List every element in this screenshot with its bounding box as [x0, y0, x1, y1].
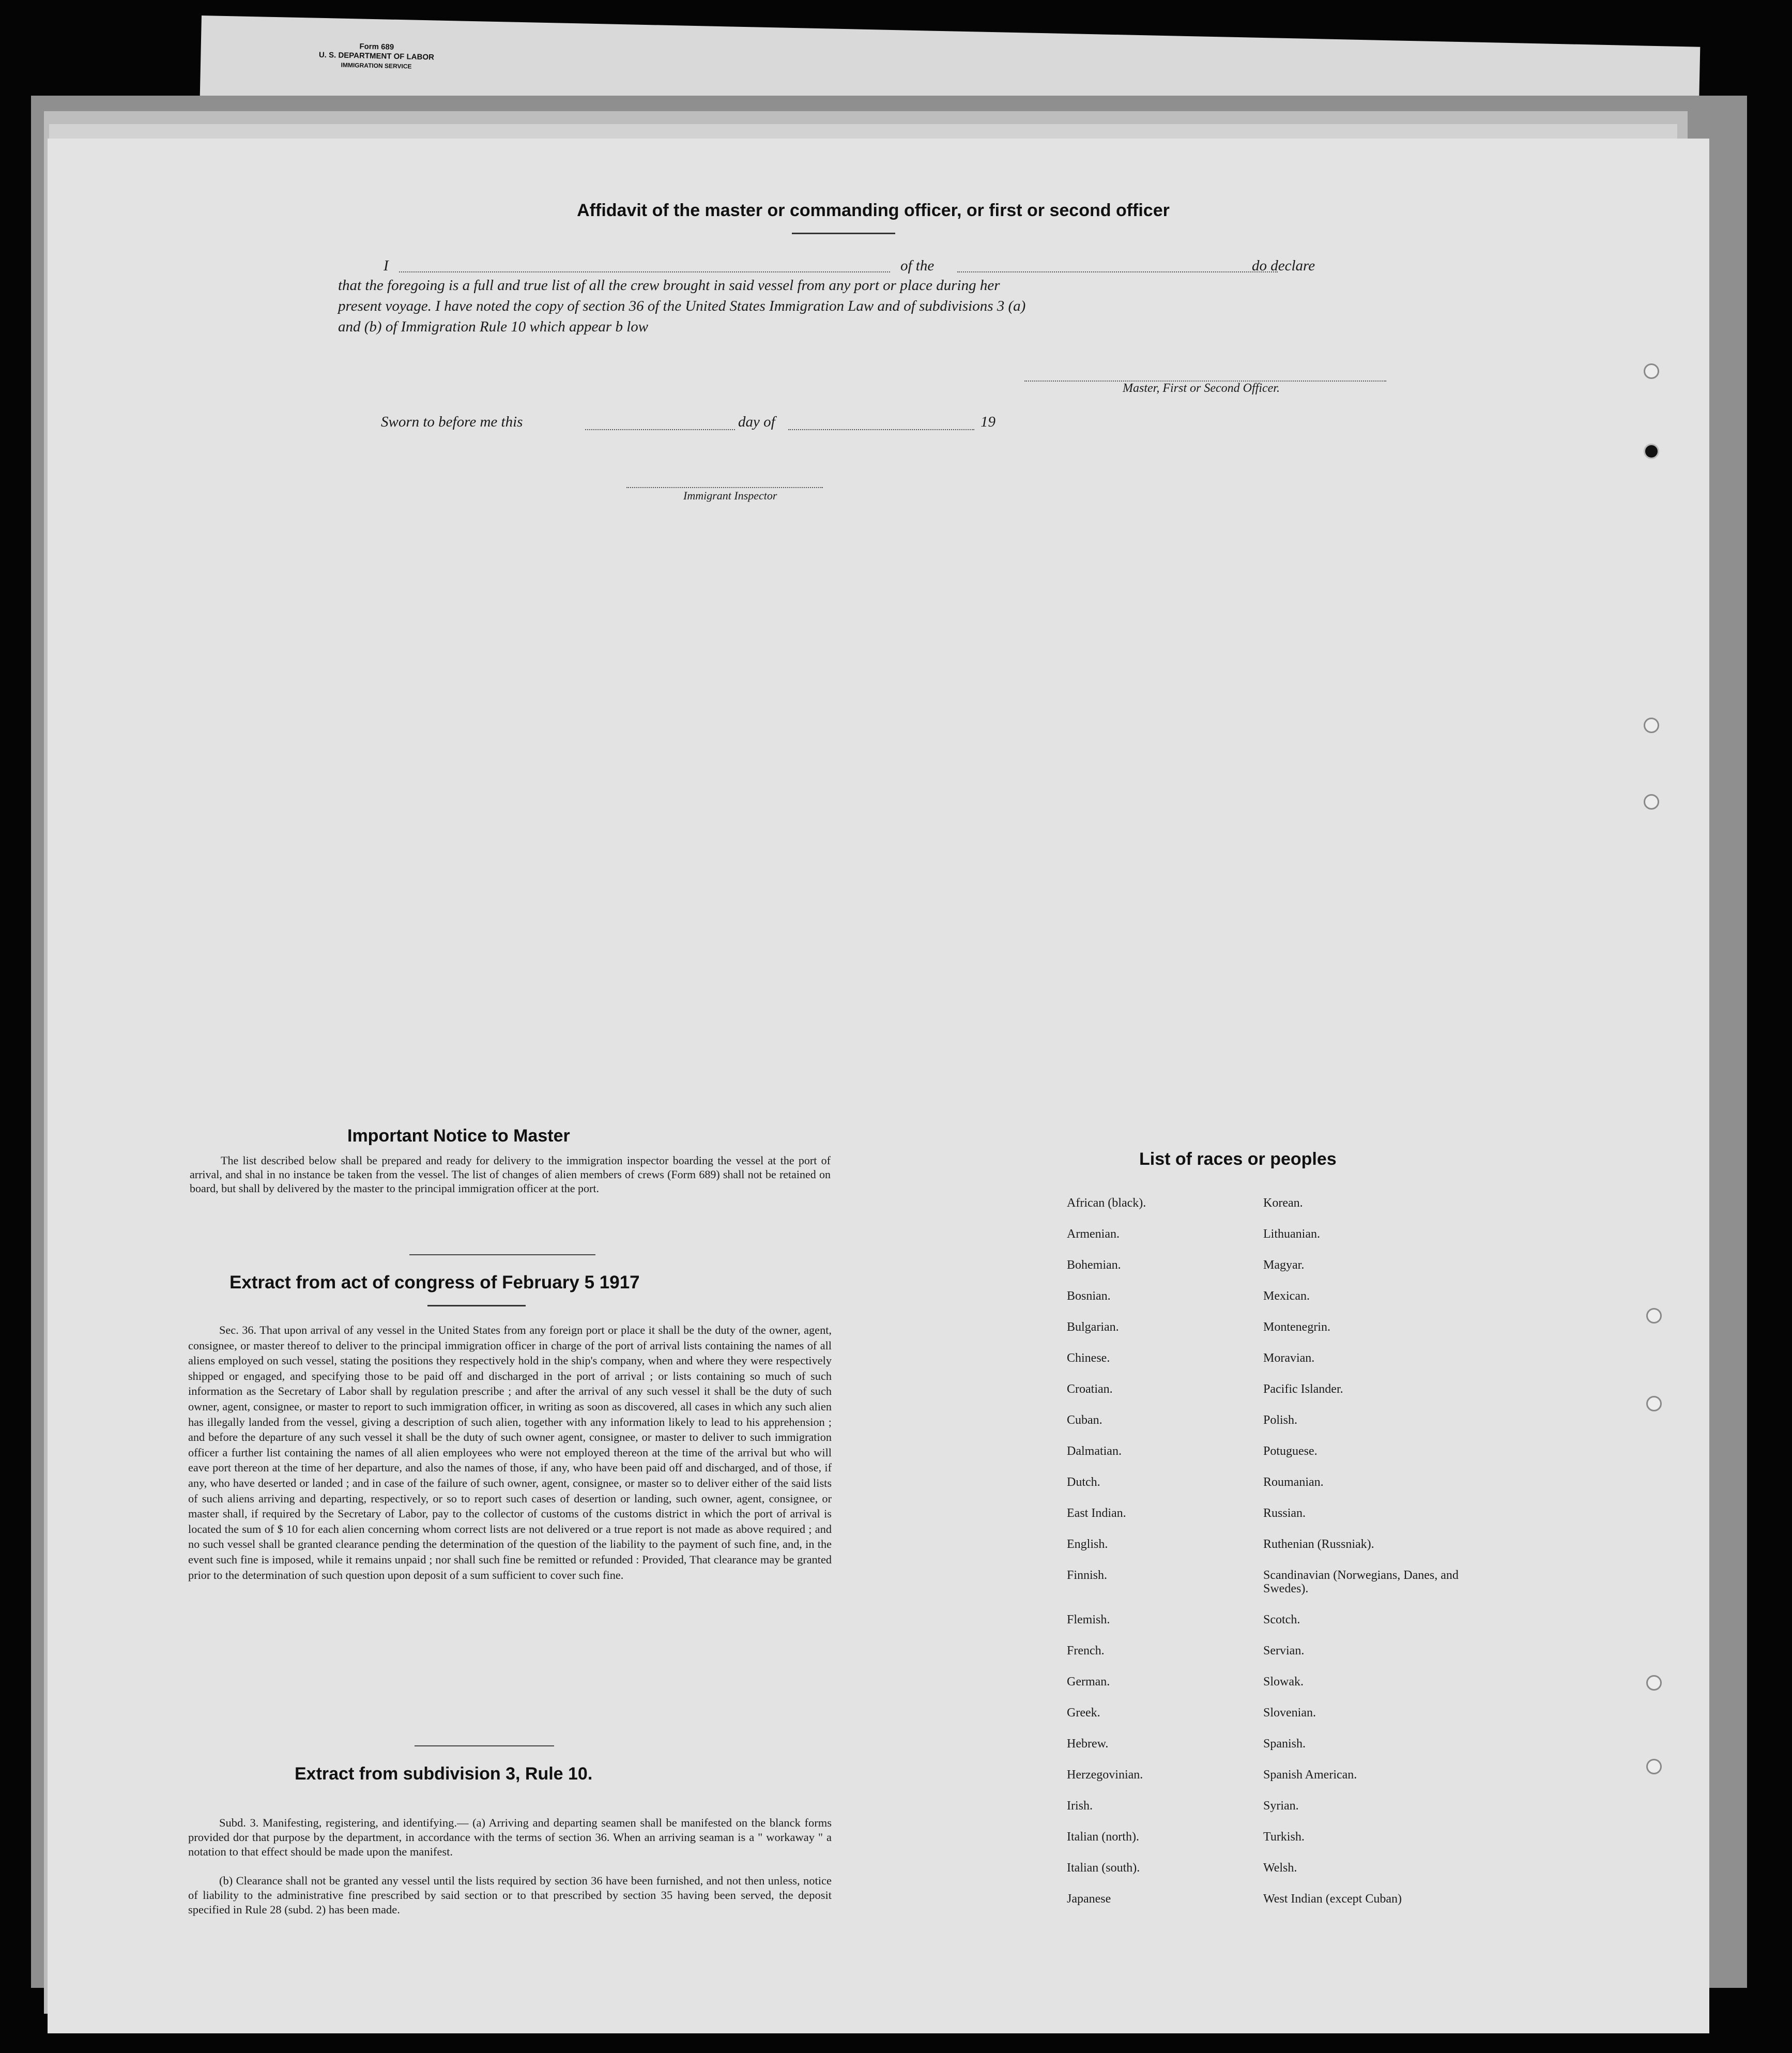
extract-rule-title: Extract from subdivision 3, Rule 10.: [295, 1764, 593, 1784]
race-col2-item: Spanish American.: [1263, 1768, 1357, 1782]
extract-divider: [415, 1745, 554, 1746]
races-title: List of races or peoples: [1139, 1149, 1337, 1169]
race-col2-item: Montenegrin.: [1263, 1320, 1330, 1334]
race-col1-item: Croatian.: [1067, 1382, 1113, 1396]
affidavit-line3: present voyage. I have noted the copy of section 36 of the United States Immigration Law and of subdivisions 3 (a): [338, 298, 1026, 314]
binder-hole-icon: [1644, 718, 1659, 733]
binder-hole-icon: [1646, 1308, 1662, 1324]
race-col1-item: Bosnian.: [1067, 1289, 1111, 1303]
extract-act-title: Extract from act of congress of February 5 1917: [229, 1272, 640, 1292]
race-col1-item: Italian (north).: [1067, 1830, 1139, 1844]
extract-rule-subd-a: Subd. 3. Manifesting, registering, and identifying.— (a) Arriving and departing seamen shall be manifested on the blanck forms provided dor that purpose by the department, in accordance with the terms of section 36. When an arriving seaman is a " workaway " a notation to that effect should be made upon the manifest.: [188, 1816, 832, 1858]
race-col2-item: Mexican.: [1263, 1289, 1310, 1303]
binder-hole-icon: [1644, 794, 1659, 810]
top-department: U. S. DEPARTMENT OF LABOR: [318, 50, 435, 62]
year-label: 19: [981, 414, 995, 430]
race-col1-item: Irish.: [1067, 1799, 1093, 1813]
race-col1-item: Chinese.: [1067, 1351, 1110, 1365]
race-col1-item: Hebrew.: [1067, 1737, 1109, 1751]
sworn-label: Sworn to before me this: [381, 414, 523, 430]
race-col1-item: Cuban.: [1067, 1413, 1102, 1427]
race-col2-item: Welsh.: [1263, 1861, 1297, 1875]
affidavit-title-rule: [792, 233, 895, 234]
affidavit-of-the: of the: [900, 257, 935, 274]
day-of-label: day of: [738, 414, 775, 430]
top-form-number: Form 689: [359, 42, 394, 52]
affidavit-title: Affidavit of the master or commanding officer, or first or second officer: [577, 201, 1170, 220]
race-col1-item: German.: [1067, 1675, 1110, 1689]
race-col1-item: Greek.: [1067, 1706, 1100, 1720]
binder-hole-icon: [1646, 1759, 1662, 1774]
race-col2-item: Turkish.: [1263, 1830, 1305, 1844]
race-col1-item: Armenian.: [1067, 1227, 1120, 1241]
race-col2-item: Korean.: [1263, 1196, 1303, 1210]
binder-hole-icon: [1646, 1396, 1662, 1411]
race-col2-item: Russian.: [1263, 1507, 1306, 1520]
race-col2-item: Lithuanian.: [1263, 1227, 1320, 1241]
race-col2-item: Roumanian.: [1263, 1476, 1324, 1489]
extract-act-rule: [427, 1305, 526, 1306]
sworn-month-line: [788, 429, 974, 430]
race-col2-item: Scandinavian (Norwegians, Danes, and Swedes).: [1263, 1569, 1459, 1595]
race-col2-item: Syrian.: [1263, 1799, 1299, 1813]
affidavit-line4: and (b) of Immigration Rule 10 which appear b low: [338, 318, 649, 335]
race-col2-item: Slovenian.: [1263, 1706, 1316, 1720]
race-col1-item: Japanese: [1067, 1892, 1111, 1906]
main-sheet: [48, 139, 1709, 2033]
race-col2-item: Spanish.: [1263, 1737, 1306, 1751]
extract-act-body: Sec. 36. That upon arrival of any vessel in the United States from any foreign port or place it shall be the duty of the owner, agent, consignee, or master thereof to deliver to the principal immigration officer in charge of the port of arrival lists containing the names of all aliens employed on such vessel, stating the positions they respectively hold in the ship's company, when and where they were respectively shipped or engaged, and specifying those to be paid off and discharged in the port of arrival ; or lists containing so much of such information as the Secretary of Labor shall by regulation prescribe ; and after the arrival of any such vessel it shall be the duty of such owner, agent, consignee, or master to report to such immigration officer, in writing as soon as discovered, all cases in which any such alien has illegally landed from the vessel, giving a description of such alien, together with any information likely to lead to his apprehension ; and before the departure of any such vessel it shall be the duty of such owner agent, consignee, or master to deliver to such immigration officer a further list containing the names of all alien employees who were not employed thereon at the time of the arrival but who will eave port thereon at the time of her departure, and also the names of those, if any, who have been paid off and discharged, and of those, if any, who have deserted or landed ; and in case of the failure of such owner, agent, consignee, or master so to deliver either of the said lists of such aliens arriving and departing, respectively, or so to report such cases of desertion or landing, such owner, agent, consignee, or master shall, if required by the Secretary of Labor, pay to the collector of customs of the customs district in which the port of arrival is located the sum of $ 10 for each alien concerning whom correct lists are not delivered or a true report is not made as above required ; and no such vessel shall be granted clearance pending the determination of the question of the liability to the payment of such fine, and, in the event such fine is imposed, while it remains unpaid ; nor shall such fine be remitted or refunded : Provided, That clearance may be granted prior to the determination of such question upon deposit of a sum sufficient to cover such fine.: [188, 1324, 832, 1581]
affidavit-vessel-line: [957, 271, 1278, 272]
affidavit-do-declare: do declare: [1252, 257, 1315, 274]
race-col1-item: Dalmatian.: [1067, 1444, 1122, 1458]
race-col1-item: East Indian.: [1067, 1507, 1126, 1520]
master-signature-label: Master, First or Second Officer.: [1123, 382, 1280, 395]
extract-rule-subd-b: (b) Clearance shall not be granted any vessel until the lists required by section 36 have been furnished, and not then unless, notice of liability to the administrative fine prescribed by said section or to that prescribed by section 35 having been served, the deposit specified in Rule 28 (subd. 2) has been made.: [188, 1874, 832, 1916]
race-col2-item: Scotch.: [1263, 1613, 1300, 1626]
notice-title: Important Notice to Master: [347, 1126, 570, 1146]
race-col2-item: Moravian.: [1263, 1351, 1315, 1365]
race-col1-item: Bohemian.: [1067, 1258, 1121, 1272]
notice-body: The list described below shall be prepared and ready for delivery to the immigration inspector boarding the vessel at the port of arrival, and shal in no instance be taken from the vessel. The list of changes of alien members of crews (Form 689) shall not be retained on board, but shall by delivered by the master to the principal immigration officer at the port.: [190, 1154, 831, 1195]
race-col1-item: Herzegovinian.: [1067, 1768, 1143, 1782]
top-sheet-header: [309, 41, 444, 71]
race-col2-item: Pacific Islander.: [1263, 1382, 1343, 1396]
race-col1-item: Italian (south).: [1067, 1861, 1140, 1875]
race-col2-item: Slowak.: [1263, 1675, 1304, 1689]
affidavit-line2: that the foregoing is a full and true list of all the crew brought in said vessel from any port or place during her: [338, 277, 1000, 294]
race-col2-item: Magyar.: [1263, 1258, 1305, 1272]
race-col2-item: West Indian (except Cuban): [1263, 1892, 1402, 1906]
sworn-day-line: [585, 429, 735, 430]
binder-hole-icon: [1644, 444, 1659, 459]
race-col2-item: Potuguese.: [1263, 1444, 1318, 1458]
top-service: IMMIGRATION SERVICE: [341, 61, 412, 70]
notice-rule: [409, 1254, 595, 1255]
race-col1-item: Finnish.: [1067, 1569, 1108, 1582]
race-col1-item: African (black).: [1067, 1196, 1146, 1210]
race-col1-item: English.: [1067, 1538, 1108, 1551]
race-col1-item: Bulgarian.: [1067, 1320, 1119, 1334]
affidavit-i: I: [384, 257, 389, 274]
race-col1-item: French.: [1067, 1644, 1105, 1657]
binder-hole-icon: [1644, 363, 1659, 379]
affidavit-name-line: [399, 271, 890, 272]
binder-hole-icon: [1646, 1675, 1662, 1691]
race-col2-item: Ruthenian (Russniak).: [1263, 1538, 1374, 1551]
inspector-signature-line: [626, 487, 823, 488]
race-col2-item: Polish.: [1263, 1413, 1298, 1427]
race-col1-item: Dutch.: [1067, 1476, 1100, 1489]
race-col2-item: Servian.: [1263, 1644, 1305, 1657]
race-col1-item: Flemish.: [1067, 1613, 1110, 1626]
inspector-label: Immigrant Inspector: [683, 489, 777, 502]
